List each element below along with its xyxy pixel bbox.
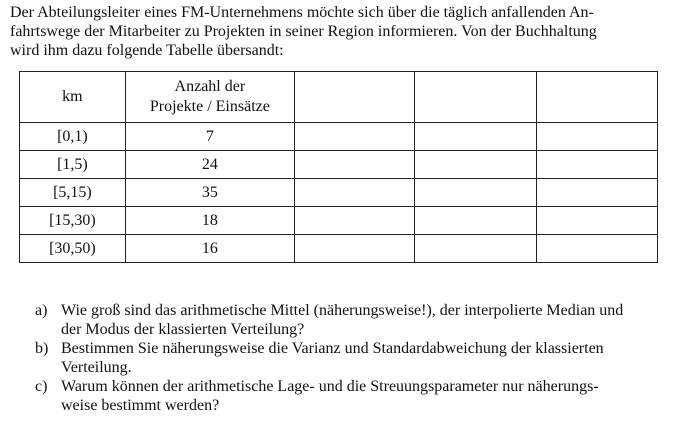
empty-cell <box>536 179 657 207</box>
table-row <box>20 179 658 207</box>
empty-cell <box>294 207 414 235</box>
header-empty-1 <box>294 72 414 123</box>
table-row <box>20 151 658 179</box>
empty-cell <box>294 235 414 263</box>
empty-cell <box>536 235 657 263</box>
empty-cell <box>536 151 657 179</box>
interval-cell: [5,15) <box>20 179 126 207</box>
count-cell: 7 <box>125 123 294 151</box>
header-count <box>125 72 294 123</box>
empty-cell <box>415 235 536 263</box>
intro-line: fahrtswege der Mitarbeiter zu Projekten in seiner Region informieren. Von der Buchhaltung <box>10 23 597 40</box>
empty-cell <box>415 123 536 151</box>
intro-paragraph <box>10 3 670 60</box>
header-count-line2: Projekte / Einsätze <box>149 98 270 115</box>
header-empty-3 <box>536 72 657 123</box>
question-line: Wie groß sind das arithmetische Mittel (näherungsweise!), der interpolierte Median und <box>61 302 624 319</box>
count-cell: 35 <box>125 179 294 207</box>
interval-cell: [15,30) <box>20 207 126 235</box>
interval-cell: [1,5) <box>20 151 126 179</box>
intro-line: Der Abteilungsleiter eines FM-Unternehmens möchte sich über die täglich anfallenden An- <box>10 4 594 21</box>
frequency-table <box>19 71 658 263</box>
question-marker: b) <box>35 340 49 357</box>
empty-cell <box>536 123 657 151</box>
question-a <box>35 301 665 339</box>
empty-cell <box>536 207 657 235</box>
table-row <box>20 123 658 151</box>
count-cell: 18 <box>125 207 294 235</box>
question-line: Bestimmen Sie näherungsweise die Varianz und Standardabweichung der klassierten <box>61 340 604 357</box>
interval-cell: [0,1) <box>20 123 126 151</box>
question-c <box>35 377 665 415</box>
empty-cell <box>294 179 414 207</box>
empty-cell <box>415 151 536 179</box>
count-cell: 16 <box>125 235 294 263</box>
question-marker: c) <box>35 378 48 395</box>
question-line: Verteilung. <box>61 359 132 376</box>
intro-line: wird ihm dazu folgende Tabelle übersandt: <box>10 42 284 59</box>
question-line: Warum können der arithmetische Lage- und die Streuungsparameter nur näherungs- <box>61 378 599 395</box>
question-line: der Modus der klassierten Verteilung? <box>61 321 305 338</box>
table-header-row <box>20 72 658 123</box>
empty-cell <box>415 179 536 207</box>
question-list <box>35 301 665 415</box>
empty-cell <box>294 151 414 179</box>
count-cell: 24 <box>125 151 294 179</box>
empty-cell <box>294 123 414 151</box>
question-marker: a) <box>35 302 48 319</box>
header-count-line1: Anzahl der <box>174 78 246 95</box>
table-row <box>20 235 658 263</box>
header-empty-2 <box>415 72 536 123</box>
table-row <box>20 207 658 235</box>
header-km: km <box>20 72 126 123</box>
question-b <box>35 339 665 377</box>
question-line: weise bestimmt werden? <box>61 397 220 414</box>
interval-cell: [30,50) <box>20 235 126 263</box>
empty-cell <box>415 207 536 235</box>
